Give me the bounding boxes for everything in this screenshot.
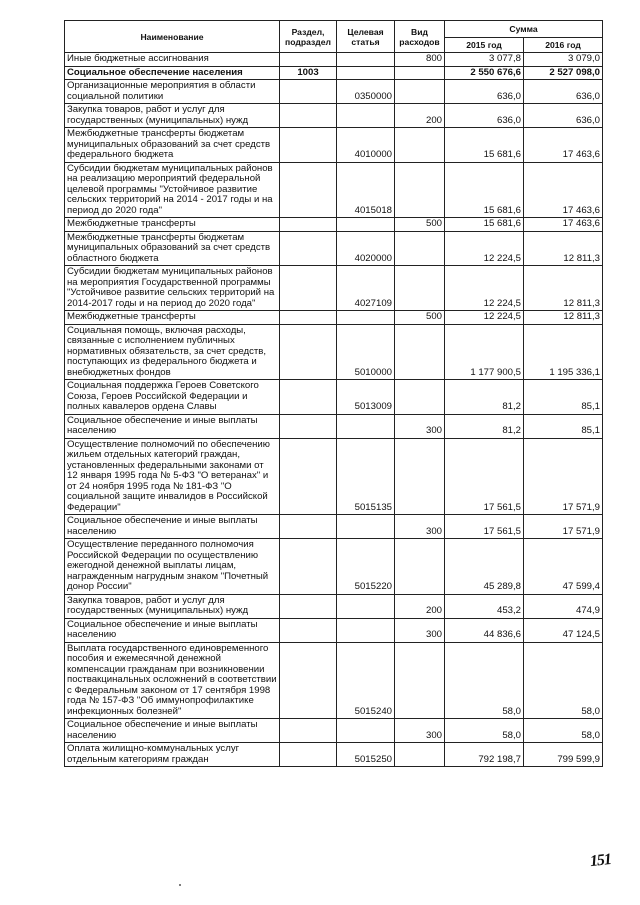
cell-name: Межбюджетные трансферты	[65, 311, 280, 325]
cell-name: Выплата государственного единовременного пособия и ежемесячной денежной компенсации гражданам при возникновении поствакцинальных осложнений в соответствии с Федеральным законом от 17 сентября 1998 года № 157-ФЗ "Об иммунопрофилактике инфекционных болезней"	[65, 642, 280, 719]
table-row	[65, 231, 603, 266]
cell-name: Закупка товаров, работ и услуг для государственных (муниципальных) нужд	[65, 594, 280, 618]
cell-target: 5013009	[337, 380, 395, 415]
cell-name: Субсидии бюджетам муниципальных районов на реализацию мероприятий федеральной целевой программы "Устойчивое развитие сельских территорий на 2014 - 2017 годы и на период до 2020 года"	[65, 162, 280, 218]
table-row	[65, 618, 603, 642]
cell-2016: 12 811,3	[524, 266, 603, 311]
cell-section	[280, 618, 337, 642]
header-year-2016: 2016 год	[524, 38, 603, 53]
table-row	[65, 719, 603, 743]
cell-kind: 500	[395, 218, 445, 232]
cell-2015: 58,0	[445, 719, 524, 743]
cell-kind	[395, 380, 445, 415]
cell-section	[280, 380, 337, 415]
cell-2015: 1 177 900,5	[445, 324, 524, 380]
header-target: Целевая статья	[337, 21, 395, 53]
cell-2016: 85,1	[524, 380, 603, 415]
table-row	[65, 324, 603, 380]
cell-section	[280, 53, 337, 67]
cell-kind	[395, 162, 445, 218]
cell-name: Социальная помощь, включая расходы, связанные с исполнением публичных нормативных обязательств, за счет средств, поступающих из федерального бюджета и внебюджетных фондов	[65, 324, 280, 380]
cell-2016: 47 599,4	[524, 539, 603, 595]
header-year-2015: 2015 год	[445, 38, 524, 53]
cell-section	[280, 719, 337, 743]
cell-target: 5010000	[337, 324, 395, 380]
cell-2015: 44 836,6	[445, 618, 524, 642]
cell-target: 5015250	[337, 743, 395, 767]
table-row	[65, 266, 603, 311]
cell-name: Осуществление полномочий по обеспечению жильем отдельных категорий граждан, установленных федеральными законами от 12 января 1995 года № 5-ФЗ "О ветеранах" и от 24 ноября 1995 года № 181-ФЗ "О социальной защите инвалидов в Российской Федерации"	[65, 438, 280, 515]
cell-name: Социальное обеспечение и иные выплаты населению	[65, 414, 280, 438]
cell-kind	[395, 128, 445, 163]
table-row	[65, 162, 603, 218]
cell-2016: 3 079,0	[524, 53, 603, 67]
cell-section	[280, 438, 337, 515]
table-row	[65, 438, 603, 515]
table-row	[65, 380, 603, 415]
cell-2015: 17 561,5	[445, 515, 524, 539]
cell-kind	[395, 642, 445, 719]
cell-2015: 636,0	[445, 80, 524, 104]
cell-name: Иные бюджетные ассигнования	[65, 53, 280, 67]
cell-2015: 12 224,5	[445, 311, 524, 325]
header-kind: Вид расходов	[395, 21, 445, 53]
cell-2016: 47 124,5	[524, 618, 603, 642]
cell-kind: 300	[395, 414, 445, 438]
cell-name: Оплата жилищно-коммунальных услуг отдельным категориям граждан	[65, 743, 280, 767]
cell-kind	[395, 266, 445, 311]
cell-2016: 636,0	[524, 104, 603, 128]
header-name: Наименование	[65, 21, 280, 53]
cell-target	[337, 104, 395, 128]
cell-kind: 500	[395, 311, 445, 325]
cell-2016: 1 195 336,1	[524, 324, 603, 380]
cell-2016: 58,0	[524, 719, 603, 743]
cell-target: 0350000	[337, 80, 395, 104]
cell-section	[280, 218, 337, 232]
cell-name: Межбюджетные трансферты бюджетам муниципальных образований за счет средств областного бюджета	[65, 231, 280, 266]
cell-target	[337, 218, 395, 232]
cell-section	[280, 80, 337, 104]
cell-kind: 300	[395, 618, 445, 642]
cell-section	[280, 231, 337, 266]
cell-target	[337, 53, 395, 67]
cell-kind: 300	[395, 719, 445, 743]
cell-name: Закупка товаров, работ и услуг для государственных (муниципальных) нужд	[65, 104, 280, 128]
cell-name: Социальное обеспечение и иные выплаты населению	[65, 618, 280, 642]
cell-2015: 81,2	[445, 380, 524, 415]
table-row	[65, 128, 603, 163]
table-row	[65, 80, 603, 104]
table-row	[65, 515, 603, 539]
cell-kind	[395, 231, 445, 266]
cell-section	[280, 515, 337, 539]
cell-2015: 453,2	[445, 594, 524, 618]
cell-2016: 17 463,6	[524, 218, 603, 232]
cell-2015: 15 681,6	[445, 162, 524, 218]
cell-2016: 58,0	[524, 642, 603, 719]
cell-2016: 17 463,6	[524, 128, 603, 163]
cell-kind	[395, 539, 445, 595]
cell-target: 5015135	[337, 438, 395, 515]
cell-name: Субсидии бюджетам муниципальных районов на мероприятия Государственной программы "Устойчивое развитие сельских территорий на 2014-2017 годы и на период до 2020 года"	[65, 266, 280, 311]
page-number: 151	[589, 850, 612, 871]
table-row	[65, 414, 603, 438]
table-row	[65, 642, 603, 719]
cell-2016: 474,9	[524, 594, 603, 618]
cell-target: 5015240	[337, 642, 395, 719]
scan-mark	[179, 884, 181, 886]
cell-2015: 58,0	[445, 642, 524, 719]
cell-2015: 2 550 676,6	[445, 66, 524, 80]
cell-target	[337, 719, 395, 743]
table-row	[65, 539, 603, 595]
cell-kind	[395, 743, 445, 767]
cell-2016: 17 571,9	[524, 515, 603, 539]
cell-section: 1003	[280, 66, 337, 80]
cell-target: 5015220	[337, 539, 395, 595]
cell-kind	[395, 80, 445, 104]
cell-section	[280, 414, 337, 438]
header-section: Раздел, подраздел	[280, 21, 337, 53]
cell-2016: 636,0	[524, 80, 603, 104]
cell-name: Организационные мероприятия в области социальной политики	[65, 80, 280, 104]
cell-target	[337, 594, 395, 618]
cell-2015: 12 224,5	[445, 231, 524, 266]
cell-section	[280, 104, 337, 128]
cell-section	[280, 266, 337, 311]
cell-target: 4010000	[337, 128, 395, 163]
cell-name: Межбюджетные трансферты бюджетам муниципальных образований за счет средств федерального бюджета	[65, 128, 280, 163]
cell-name: Социальная поддержка Героев Советского Союза, Героев Российской Федерации и полных кавалеров ордена Славы	[65, 380, 280, 415]
cell-2015: 12 224,5	[445, 266, 524, 311]
cell-target	[337, 515, 395, 539]
cell-2015: 3 077,8	[445, 53, 524, 67]
cell-2016: 12 811,3	[524, 231, 603, 266]
cell-2016: 12 811,3	[524, 311, 603, 325]
cell-section	[280, 162, 337, 218]
cell-section	[280, 311, 337, 325]
cell-2016: 17 571,9	[524, 438, 603, 515]
cell-target	[337, 66, 395, 80]
cell-2015: 17 561,5	[445, 438, 524, 515]
cell-2015: 45 289,8	[445, 539, 524, 595]
cell-kind: 200	[395, 104, 445, 128]
cell-section	[280, 539, 337, 595]
cell-kind	[395, 438, 445, 515]
cell-2016: 17 463,6	[524, 162, 603, 218]
cell-target	[337, 311, 395, 325]
table-row	[65, 594, 603, 618]
cell-kind	[395, 66, 445, 80]
table-header	[65, 21, 603, 53]
cell-target	[337, 618, 395, 642]
cell-2015: 15 681,6	[445, 128, 524, 163]
cell-2016: 2 527 098,0	[524, 66, 603, 80]
cell-kind	[395, 324, 445, 380]
cell-section	[280, 324, 337, 380]
cell-2016: 85,1	[524, 414, 603, 438]
cell-2015: 792 198,7	[445, 743, 524, 767]
cell-target: 4027109	[337, 266, 395, 311]
cell-2016: 799 599,9	[524, 743, 603, 767]
cell-section	[280, 743, 337, 767]
cell-target: 4020000	[337, 231, 395, 266]
budget-table	[64, 20, 603, 767]
cell-2015: 15 681,6	[445, 218, 524, 232]
cell-target	[337, 414, 395, 438]
cell-section	[280, 642, 337, 719]
table-row	[65, 66, 603, 80]
header-sum: Сумма	[445, 21, 603, 38]
table-row	[65, 218, 603, 232]
budget-document	[64, 20, 602, 767]
cell-kind: 200	[395, 594, 445, 618]
cell-section	[280, 594, 337, 618]
cell-section	[280, 128, 337, 163]
cell-name: Осуществление переданного полномочия Российской Федерации по осуществлению ежегодной денежной выплаты лицам, награжденным нагрудным знаком "Почетный донор России"	[65, 539, 280, 595]
cell-target: 4015018	[337, 162, 395, 218]
cell-name: Социальное обеспечение и иные выплаты населению	[65, 515, 280, 539]
cell-kind: 800	[395, 53, 445, 67]
cell-2015: 81,2	[445, 414, 524, 438]
table-body	[65, 53, 603, 767]
cell-kind: 300	[395, 515, 445, 539]
cell-2015: 636,0	[445, 104, 524, 128]
table-row	[65, 104, 603, 128]
table-row	[65, 311, 603, 325]
cell-name: Социальное обеспечение населения	[65, 66, 280, 80]
cell-name: Межбюджетные трансферты	[65, 218, 280, 232]
table-row	[65, 743, 603, 767]
table-row	[65, 53, 603, 67]
cell-name: Социальное обеспечение и иные выплаты населению	[65, 719, 280, 743]
